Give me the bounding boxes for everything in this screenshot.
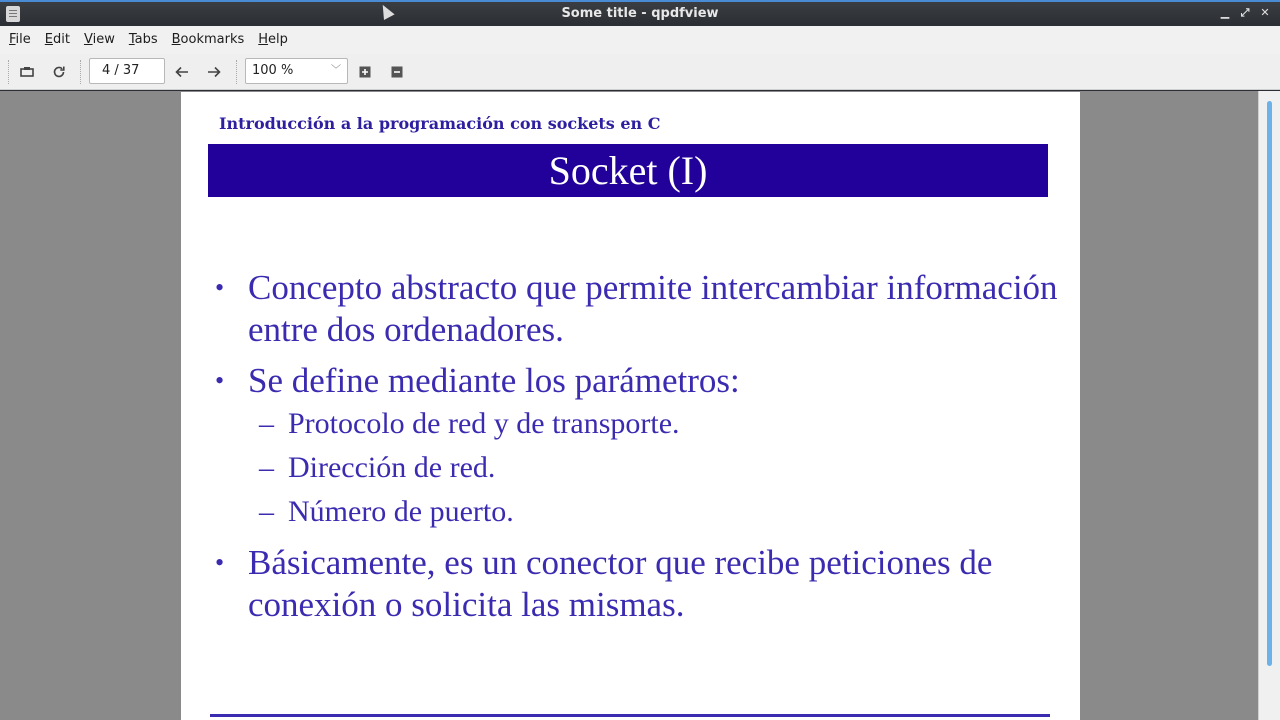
bullet-item: • Básicamente, es un conector que recibe peticiones de conexión o solicita las mismas. (215, 543, 993, 624)
sub-bullet-item: – Número de puerto. (215, 490, 1065, 534)
zoom-in-icon[interactable] (353, 61, 377, 83)
menu-bookmarks[interactable]: Bookmarks (171, 32, 245, 47)
next-page-icon[interactable] (202, 61, 226, 83)
menu-file[interactable]: File (9, 32, 31, 47)
window-title: Some title - qpdfview (561, 6, 719, 21)
dash-icon: – (259, 407, 274, 440)
menu-bar (0, 26, 1280, 54)
menu-edit[interactable]: Edit (44, 32, 70, 47)
bullet-item: • Se define mediante los parámetros: (215, 361, 740, 400)
open-icon[interactable] (15, 61, 39, 83)
title-bar (0, 0, 1280, 26)
vertical-scrollbar[interactable] (1258, 91, 1280, 720)
zoom-select[interactable] (245, 58, 348, 84)
zoom-value: 100 % (252, 63, 294, 78)
slide-subtitle: Introducción a la programación con sockets en C (219, 114, 661, 133)
sub-bullet-item: – Dirección de red. (215, 446, 1065, 490)
refresh-icon[interactable] (47, 61, 71, 83)
bullet-item: • Concepto abstracto que permite intercambiar información entre dos ordenadores. (215, 268, 1058, 349)
toolbar-grip[interactable] (80, 60, 83, 84)
bullet-icon: • (215, 273, 225, 302)
close-icon[interactable]: ✕ (1260, 6, 1270, 19)
toolbar-grip[interactable] (8, 60, 11, 84)
pdf-page (181, 92, 1080, 720)
slide-title: Socket (I) (208, 144, 1048, 197)
toolbar-grip[interactable] (236, 60, 239, 84)
toolbar (0, 54, 1280, 90)
page-number-input[interactable]: 4 / 37 (89, 58, 165, 84)
maximize-icon[interactable]: ⤢ (1240, 6, 1250, 19)
previous-page-icon[interactable] (170, 61, 194, 83)
zoom-out-icon[interactable] (385, 61, 409, 83)
sub-bullet-item: – Protocolo de red y de transporte. (215, 402, 1065, 446)
menu-tabs[interactable]: Tabs (128, 32, 158, 47)
dash-icon: – (259, 451, 274, 484)
bullet-list (215, 267, 1065, 635)
bullet-icon: • (215, 548, 225, 577)
menu-view[interactable]: View (83, 32, 115, 47)
chevron-down-icon[interactable]: ﹀ (331, 65, 341, 76)
dash-icon: – (259, 495, 274, 528)
minimize-icon[interactable]: ▁ (1220, 6, 1230, 19)
scrollbar-thumb[interactable] (1267, 101, 1272, 666)
menu-help[interactable]: Help (258, 32, 288, 47)
bullet-icon: • (215, 366, 225, 395)
slide-footer-rule (210, 714, 1050, 717)
